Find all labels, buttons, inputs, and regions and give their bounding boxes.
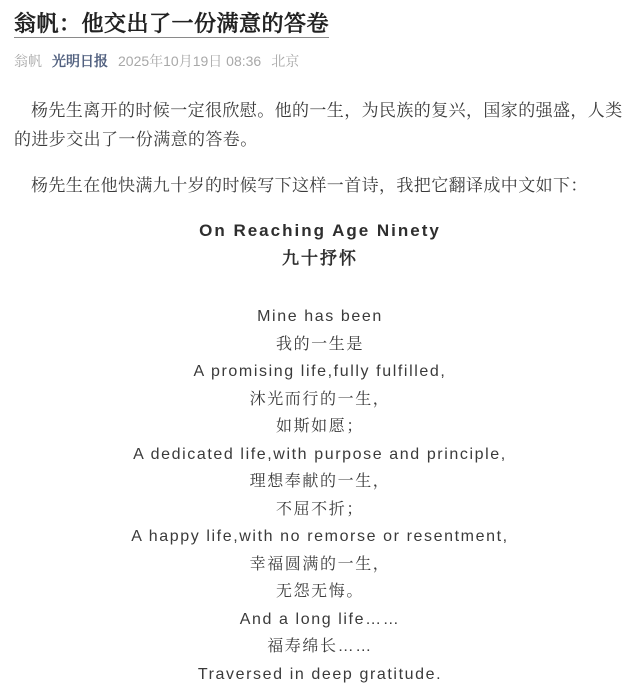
poem-line: Mine has been	[257, 308, 383, 325]
poem-title-en: On Reaching Age Ninety	[199, 221, 441, 240]
byline-location: 北京	[271, 53, 300, 69]
poem-line: 幸福圆满的一生，	[249, 555, 391, 573]
poem-line: 沐光而行的一生，	[249, 390, 391, 408]
poem-line: A dedicated life,with purpose and principle,	[133, 445, 507, 463]
poem-line: 无怨无悔。	[275, 583, 364, 600]
byline-author: 翁帆	[14, 53, 42, 69]
article-body	[14, 96, 626, 200]
byline-datetime: 2025年10月19日 08:36	[118, 53, 262, 69]
poem-line: A promising life,fully fulfilled,	[193, 363, 447, 380]
poem	[14, 217, 626, 688]
poem-line: A happy life,with no remorse or resentment,	[131, 528, 509, 545]
poem-line: Traversed in deep gratitude.	[197, 665, 443, 683]
poem-line: 如斯如愿；	[275, 418, 364, 435]
poem-line: And a long life……	[239, 610, 401, 628]
poem-lines	[14, 303, 626, 688]
poem-line: 福寿绵长……	[267, 638, 373, 655]
body-paragraph: 杨先生离开的时候一定很欣慰。他的一生，为民族的复兴，国家的强盛，人类的进步交出了一份满意的答卷。	[14, 101, 623, 149]
byline-account-link[interactable]: 光明日报	[52, 53, 108, 69]
byline	[14, 52, 626, 70]
poem-line: 我的一生是	[275, 335, 364, 353]
article-title: 翁帆：他交出了一份满意的答卷	[14, 11, 330, 36]
poem-title-zh: 九十抒怀	[282, 249, 358, 268]
poem-line: 不屈不折；	[275, 500, 364, 518]
poem-line: 理想奉献的一生，	[249, 473, 391, 490]
body-paragraph: 杨先生在他快满九十岁的时候写下这样一首诗，我把它翻译成中文如下：	[31, 176, 588, 195]
